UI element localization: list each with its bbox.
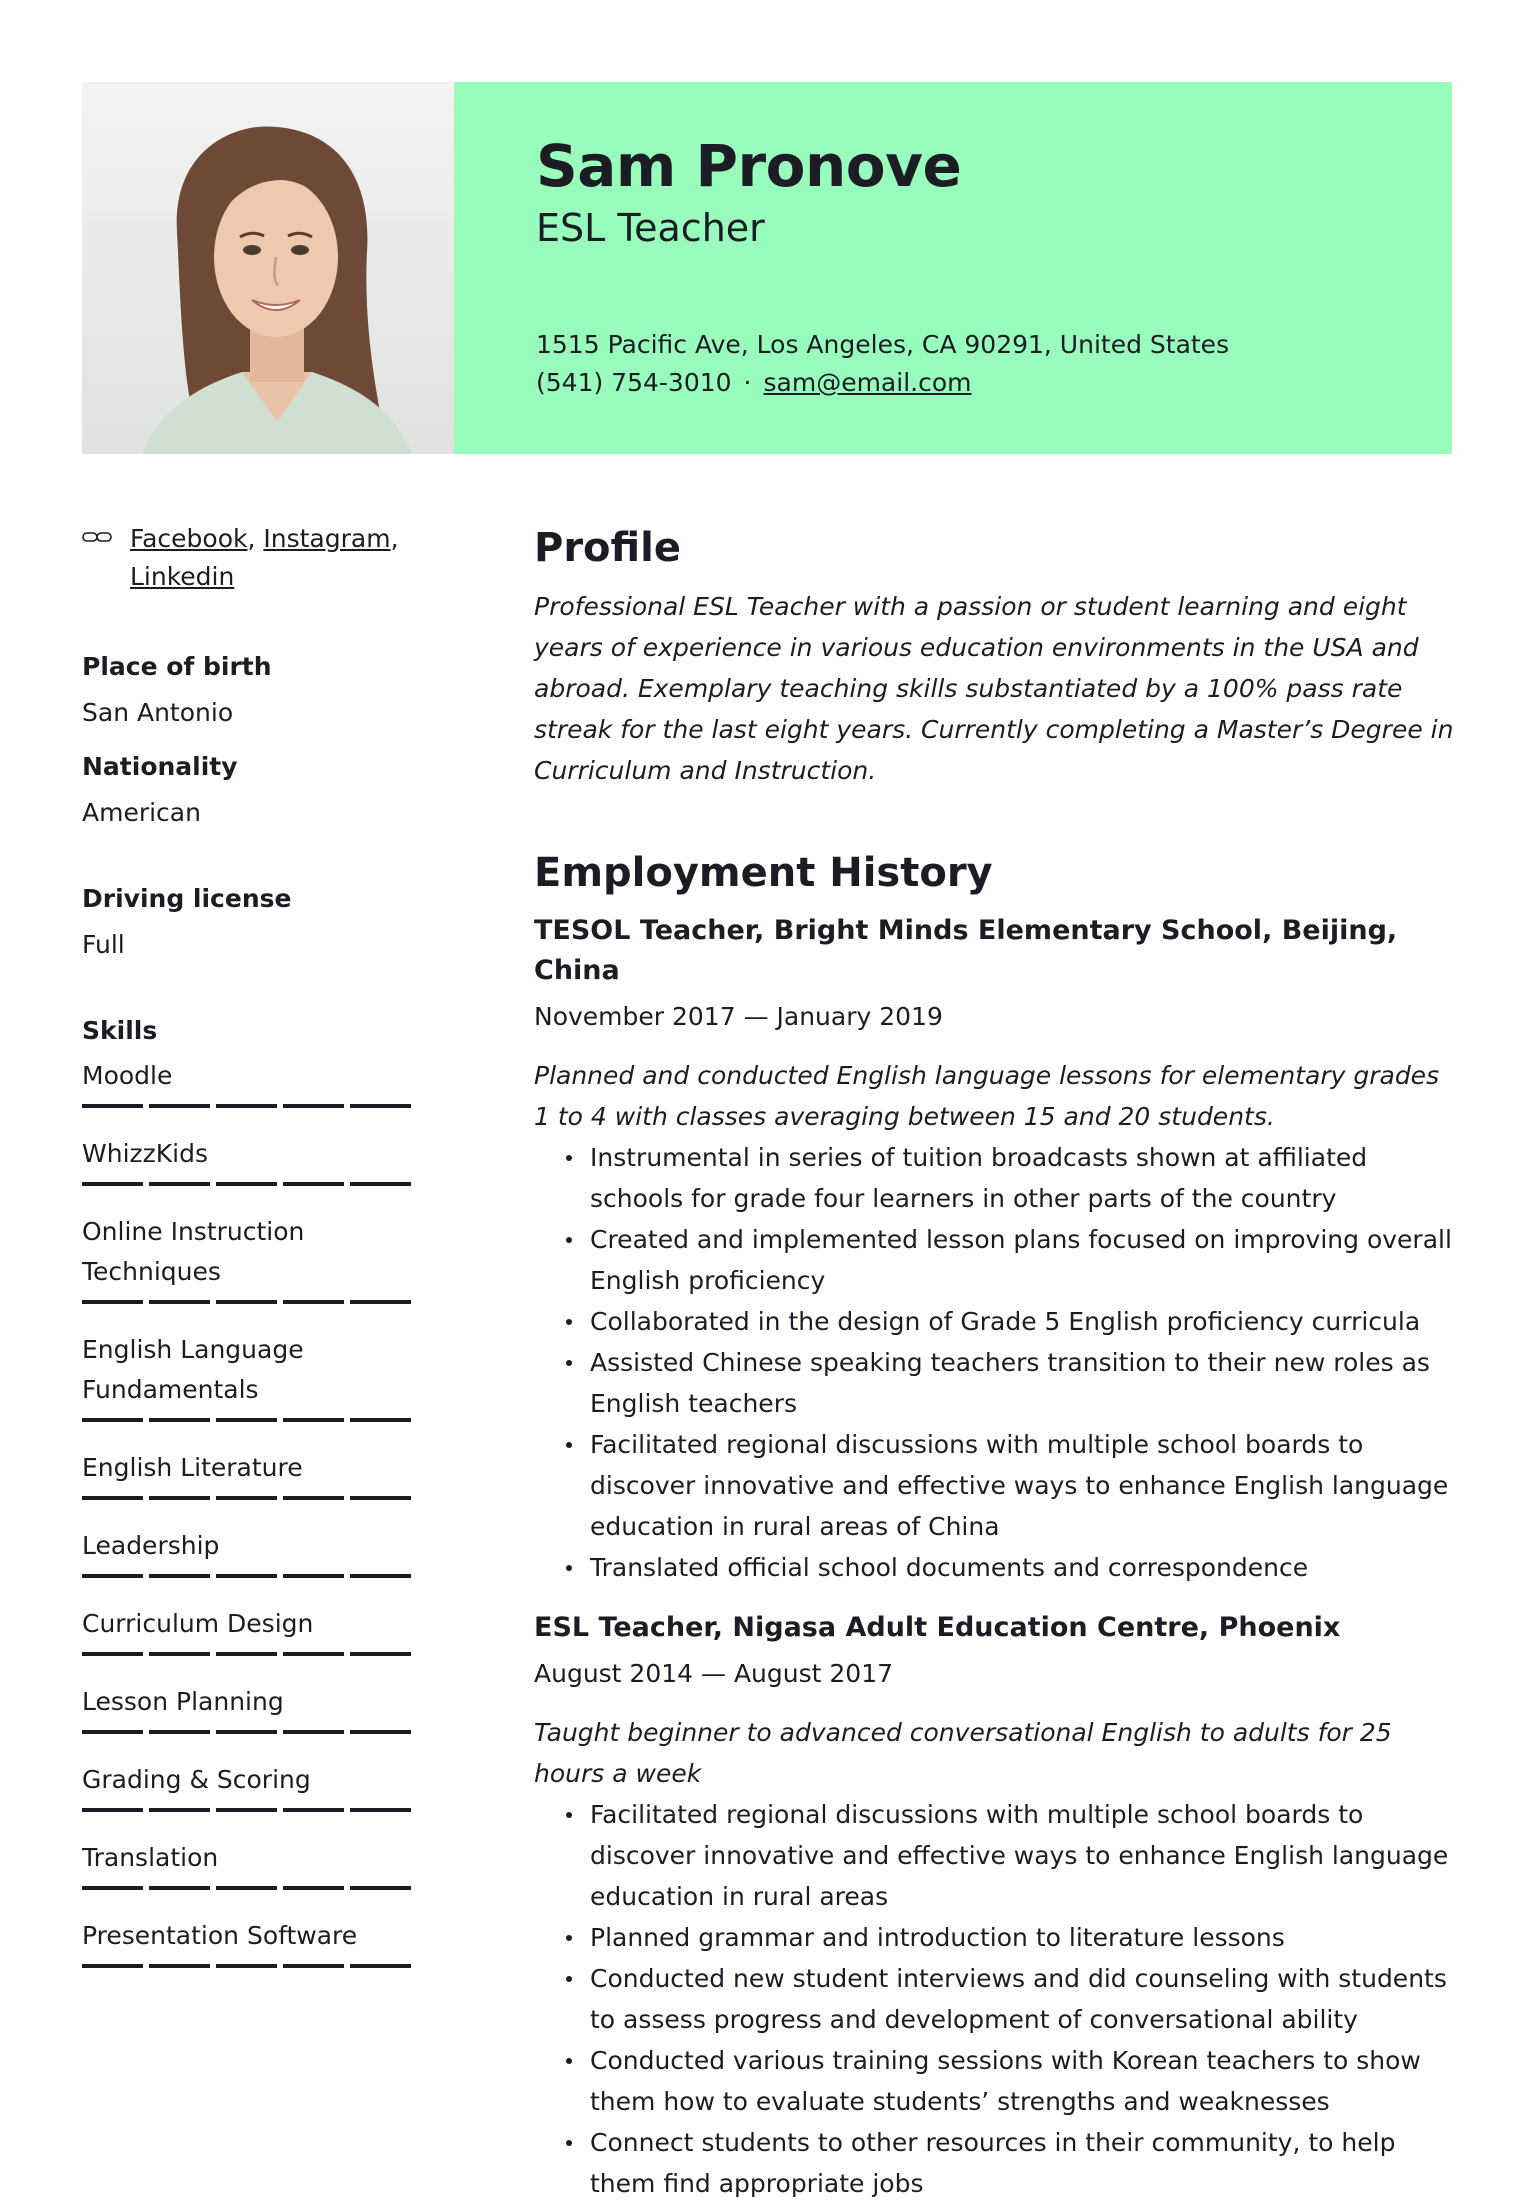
phone: (541) 754-3010: [536, 368, 732, 397]
skill-item: [82, 1682, 412, 1734]
profile-section: [534, 520, 1454, 791]
skill-item: [82, 1330, 412, 1422]
profile-summary: Professional ESL Teacher with a passion or student learning and eight years of experience in various education environments in the USA and abroad. Exemplary teaching skills substantiated by a 100% pass rate streak for the last eight years. Currently completing a Master’s Degree in Curriculum and Instruction.: [534, 592, 1454, 785]
skill-item: [82, 1760, 412, 1812]
skill-name: Presentation Software: [82, 1921, 358, 1950]
place-of-birth-section: [82, 650, 412, 730]
bullet-item: Connect students to other resources in their community, to help them find appropriate jobs: [534, 2122, 1454, 2204]
bullet-item: Assisted Chinese speaking teachers transition to their new roles as English teachers: [534, 1342, 1454, 1424]
skill-name: Grading & Scoring: [82, 1765, 311, 1794]
skill-level-bar: [82, 1418, 412, 1422]
candidate-name: Sam Pronove: [536, 132, 962, 200]
nationality-section: [82, 750, 412, 830]
facebook-link[interactable]: Facebook: [130, 524, 248, 553]
skills-label: Skills: [82, 1016, 158, 1045]
driving-license-value: Full: [82, 930, 125, 959]
skill-level-bar: [82, 1300, 412, 1304]
job-bullets: [534, 1794, 1454, 2204]
job-description: Taught beginner to advanced conversational English to adults for 25 hours a week: [534, 1718, 1392, 1788]
candidate-title: ESL Teacher: [536, 206, 765, 250]
skill-item: [82, 1838, 412, 1890]
driving-license-section: [82, 882, 412, 962]
social-links: [82, 520, 412, 596]
bullet-item: Planned grammar and introduction to literature lessons: [534, 1917, 1454, 1958]
skill-name: Translation: [82, 1843, 219, 1872]
skill-name: Curriculum Design: [82, 1609, 314, 1638]
skill-item: [82, 1916, 412, 1968]
skill-level-bar: [82, 1574, 412, 1578]
skill-item: [82, 1056, 412, 1108]
resume-header: [82, 82, 1452, 454]
bullet-item: Created and implemented lesson plans focused on improving overall English proficiency: [534, 1219, 1454, 1301]
address: 1515 Pacific Ave, Los Angeles, CA 90291, United States: [536, 330, 1230, 359]
instagram-link[interactable]: Instagram: [263, 524, 391, 553]
skill-name: Online Instruction Techniques: [82, 1217, 305, 1286]
bullet-item: Instrumental in series of tuition broadcasts shown at affiliated schools for grade four learners in other parts of the country: [534, 1137, 1454, 1219]
link-icon: [82, 530, 112, 544]
profile-photo: [82, 82, 454, 454]
skill-name: English Literature: [82, 1453, 303, 1482]
driving-license-label: Driving license: [82, 884, 292, 913]
skill-item: [82, 1448, 412, 1500]
place-of-birth-value: San Antonio: [82, 698, 234, 727]
skills-section: [82, 1014, 412, 1968]
contact-separator: ·: [743, 368, 752, 397]
employment-section: [534, 845, 1454, 2204]
skill-name: WhizzKids: [82, 1139, 208, 1168]
skill-item: [82, 1526, 412, 1578]
skill-level-bar: [82, 1808, 412, 1812]
job-bullets: [534, 1137, 1454, 1588]
bullet-item: Conducted new student interviews and did counseling with students to assess progress and development of conversational ability: [534, 1958, 1454, 2040]
bullet-item: Facilitated regional discussions with multiple school boards to discover innovative and effective ways to enhance English language education in rural areas: [534, 1794, 1454, 1917]
skill-level-bar: [82, 1886, 412, 1890]
bullet-item: Facilitated regional discussions with multiple school boards to discover innovative and effective ways to enhance English language education in rural areas of China: [534, 1424, 1454, 1547]
job-dates: August 2014 — August 2017: [534, 1659, 894, 1688]
skill-name: Leadership: [82, 1531, 220, 1560]
portrait-illustration: [82, 82, 454, 454]
place-of-birth-label: Place of birth: [82, 652, 272, 681]
job-description: Planned and conducted English language lessons for elementary grades 1 to 4 with classes averaging between 15 and 20 students.: [534, 1061, 1440, 1131]
skill-level-bar: [82, 1730, 412, 1734]
skill-name: Moodle: [82, 1061, 173, 1090]
profile-heading: Profile: [534, 525, 682, 571]
social-links-text: [130, 520, 399, 596]
sidebar: [82, 520, 412, 1994]
skill-name: Lesson Planning: [82, 1687, 284, 1716]
bullet-item: Collaborated in the design of Grade 5 English proficiency curricula: [534, 1301, 1454, 1342]
skill-item: [82, 1604, 412, 1656]
nationality-label: Nationality: [82, 752, 238, 781]
skill-item: [82, 1134, 412, 1186]
skill-level-bar: [82, 1652, 412, 1656]
job-dates: November 2017 — January 2019: [534, 1002, 943, 1031]
job-entry: [534, 1608, 1454, 2204]
job-entry: [534, 911, 1454, 1588]
main-content: [534, 520, 1454, 2204]
bullet-item: Conducted various training sessions with Korean teachers to show them how to evaluate students’ strengths and weaknesses: [534, 2040, 1454, 2122]
job-title: ESL Teacher, Nigasa Adult Education Centre, Phoenix: [534, 1612, 1341, 1643]
header-banner: [454, 82, 1452, 454]
skill-level-bar: [82, 1182, 412, 1186]
skill-level-bar: [82, 1496, 412, 1500]
linkedin-link[interactable]: Linkedin: [130, 562, 235, 591]
bullet-item: Translated official school documents and correspondence: [534, 1547, 1454, 1588]
skill-level-bar: [82, 1104, 412, 1108]
contact-line: [536, 368, 971, 397]
email-link[interactable]: sam@email.com: [763, 368, 972, 397]
skill-name: English Language Fundamentals: [82, 1335, 304, 1404]
employment-heading: Employment History: [534, 850, 993, 896]
link-comma: ,: [390, 524, 399, 553]
skill-level-bar: [82, 1964, 412, 1968]
job-title: TESOL Teacher, Bright Minds Elementary School, Beijing, China: [534, 915, 1398, 986]
link-comma: ,: [247, 524, 256, 553]
nationality-value: American: [82, 798, 201, 827]
skill-item: [82, 1212, 412, 1304]
